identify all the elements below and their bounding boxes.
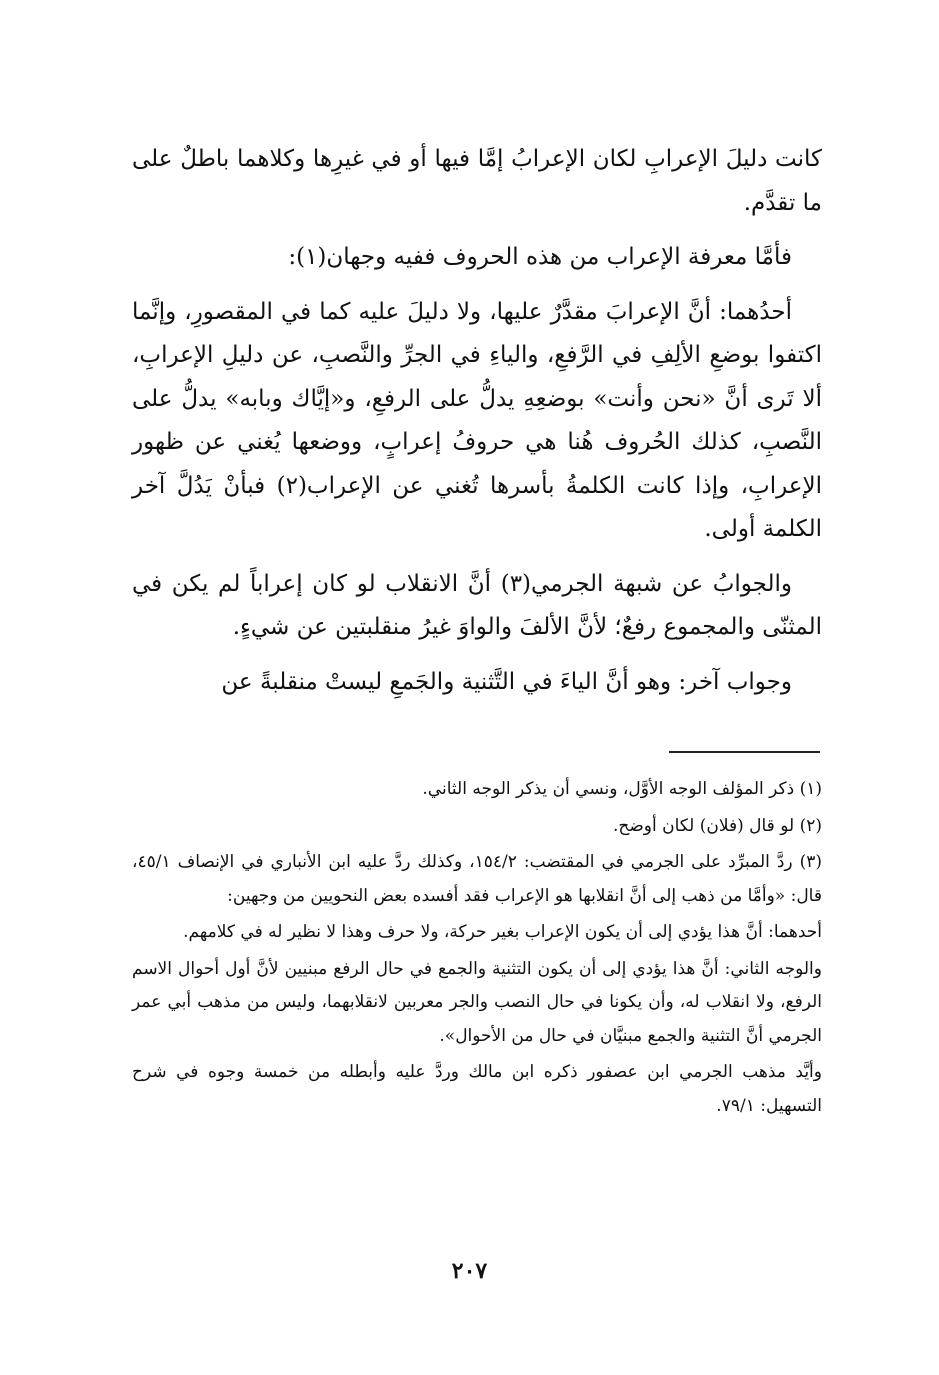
paragraph-first-aspect: أحدُهما: أنَّ الإعرابَ مقدَّرٌ عليها، ولا دليلَ عليه كما في المقصورِ، وإنَّما اكتفوا بوضعِ الألِفِ في الرَّفعِ، والياءِ في الجرِّ والنَّصبِ، عن دليلِ الإعرابِ، ألا تَرى أنَّ «نحن وأنت» بوضعِهِ يدلُّ على الرفعِ، و«إيَّاك وبابه» يدلُّ على النَّصبِ، كذلك الحُروف هُنا هي حروفُ إعرابٍ، ووضعها يُغني عن ظهور الإعرابِ، وإذا كانت الكلمةُ بأسرها تُغني عن الإعراب(٢) فبأنْ يَدُلَّ آخر الكلمة أولى. bbox=[132, 298, 822, 542]
paragraph-another-reply: وجواب آخر: وهو أنَّ الياءَ في التَّثنية والجَمعِ ليستْ منقلبةً عن bbox=[221, 668, 792, 695]
footnote-3-second-point: والوجه الثاني: أنَّ هذا يؤدي إلى أن يكون التثنية والجمع في حال الرفع مبنيين لأنَّ أول أحوال الاسم الرفع، ولا انقلاب له، وأن يكونا في حال النصب والجر معربين لانقلابهما، وليس من مذهب أبي عمر الجرمي أنَّ التثنية والجمع مبنيَّان في حال من الأحوال». bbox=[132, 958, 822, 1046]
footnote-3-first-point: أحدهما: أنَّ هذا يؤدي إلى أن يكون الإعراب بغير حركة، ولا حرف وهذا لا نظير له في كلامهم. bbox=[183, 922, 822, 942]
page-number: ٢٠٧ bbox=[451, 1258, 488, 1284]
footnote-3-note: وأيَّد مذهب الجرمي ابن عصفور ذكره ابن مالك وردَّ عليه وأبطله من خمسة وجوه في شرح التسهيل: ٧٩/١. bbox=[132, 1062, 822, 1116]
paragraph-two-aspects: فأمَّا معرفة الإعراب من هذه الحروف ففيه وجهان(١): bbox=[288, 244, 792, 270]
paragraph-reply-jarmi: والجوابُ عن شبهة الجرمي(٣) أنَّ الانقلاب لو كان إعراباً لم يكن في المثنّى والمجموع رفعٌ؛ لأنَّ الألفَ والواوَ غيرُ منقلبتين عن شيءٍ. bbox=[132, 570, 822, 640]
footnote-3: (٣) ردَّ المبرِّد على الجرمي في المقتضب: ١٥٤/٢، وكذلك ردَّ عليه ابن الأنباري في الإنصاف ٤٥/١، قال: «وأمَّا من ذهب إلى أنَّ انقلابها هو الإعراب فقد أفسده بعض النحويين من وجهين: bbox=[132, 852, 822, 906]
paragraph-continuation: كانت دليلَ الإعرابِ لكان الإعرابُ إمَّا فيها أو في غيرِها وكلاهما باطلٌ على ما تقدَّم. bbox=[132, 146, 822, 216]
footnote-2: (٢) لو قال (فلان) لكان أوضح. bbox=[612, 815, 822, 836]
footnotes bbox=[132, 773, 822, 1126]
main-text bbox=[132, 138, 822, 715]
footnote-divider bbox=[669, 751, 820, 753]
footnote-1: (١) ذكر المؤلف الوجه الأوَّل، ونسي أن يذكر الوجه الثاني. bbox=[422, 779, 822, 799]
